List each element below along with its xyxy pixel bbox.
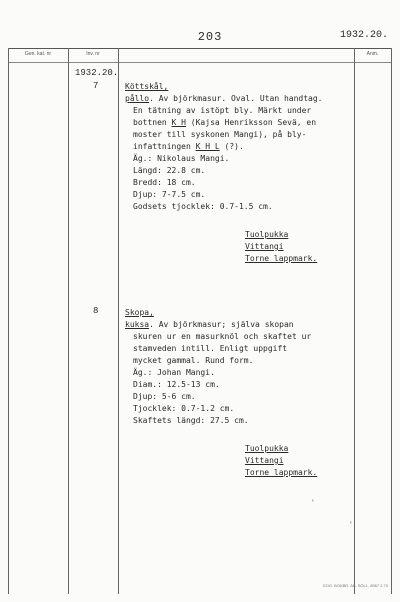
detail-line: Godsets tjocklek: 0.7-1.5 cm. [133,202,273,211]
entry-term: pållo [125,94,150,103]
detail-line: Äg.: Nikolaus Mangi. [133,154,230,163]
detail-line: Djup: 5-6 cm. [133,392,196,401]
detail-line: Djup: 7-7.5 cm. [133,190,206,199]
detail-line: Tjocklek: 0.7-1.2 cm. [133,404,235,413]
owner-mark: K H [171,118,186,127]
column-header-anm: Anm. [366,51,379,57]
table-top-rule [8,48,392,49]
column-rule-inv [118,48,119,594]
column-rule-gen [68,48,69,594]
place-line: Vittangi [245,456,284,465]
owner-mark: K H L [195,142,220,151]
entry-line: bottnen K H (Kajsa Henriksson Sevä, en [133,118,317,127]
margin-tick: ' [350,520,352,530]
entry-line: kuksa. Av björkmasur; själva skopan [125,320,294,329]
place-line: Vittangi [245,242,284,251]
place-line: Tuolpukka [245,230,289,239]
detail-line: Äg.: Johan Mangi. [133,368,215,377]
page-number: 203 [197,30,223,44]
entry-year: 1932.20. [75,68,119,78]
detail-line: Skaftets längd: 27.5 cm. [133,416,249,425]
entry-term: kuksa [125,320,150,329]
entry-title: Skopa, [125,308,154,317]
print-info: GOG. BOKBR. AB. SÖLL. 8967 2.70 [322,583,388,588]
entry-line: stamveden intill. Enligt uppgift [133,344,288,353]
column-rule-anm [354,48,355,594]
place-line: Tuolpukka [245,444,289,453]
entry-line: mycket gammal. Rund form. [133,356,254,365]
detail-line: Bredd: 18 cm. [133,178,196,187]
entry-line: En tätning av istöpt bly. Märkt under [133,106,312,115]
table-right-rule [391,48,392,594]
entry-number: 8 [93,306,99,316]
place-line: Torne lappmark. [245,468,318,477]
table-header-rule [8,62,392,63]
margin-tick: ' [312,498,314,508]
column-header-gen-kat: Gen. kat. nr [24,51,52,57]
entry-line: moster till syskonen Mangi), på bly- [133,130,307,139]
column-header-inv: Inv. nr [86,51,100,57]
entry-title: Köttskål, [125,82,169,91]
place-line: Torne lappmark. [245,254,318,263]
entry-line: infattningen K H L (?). [133,142,244,151]
table-left-rule [8,48,9,594]
detail-line: Diam.: 12.5-13 cm. [133,380,220,389]
entry-number: 7 [93,81,99,91]
detail-line: Längd: 22.8 cm. [133,166,206,175]
header-year: 1932.20. [339,30,388,41]
entry-line: pållo. Av björkmasur. Oval. Utan handtag. [125,94,323,103]
entry-line: skuren ur en masurknöl och skaftet ur [133,332,312,341]
